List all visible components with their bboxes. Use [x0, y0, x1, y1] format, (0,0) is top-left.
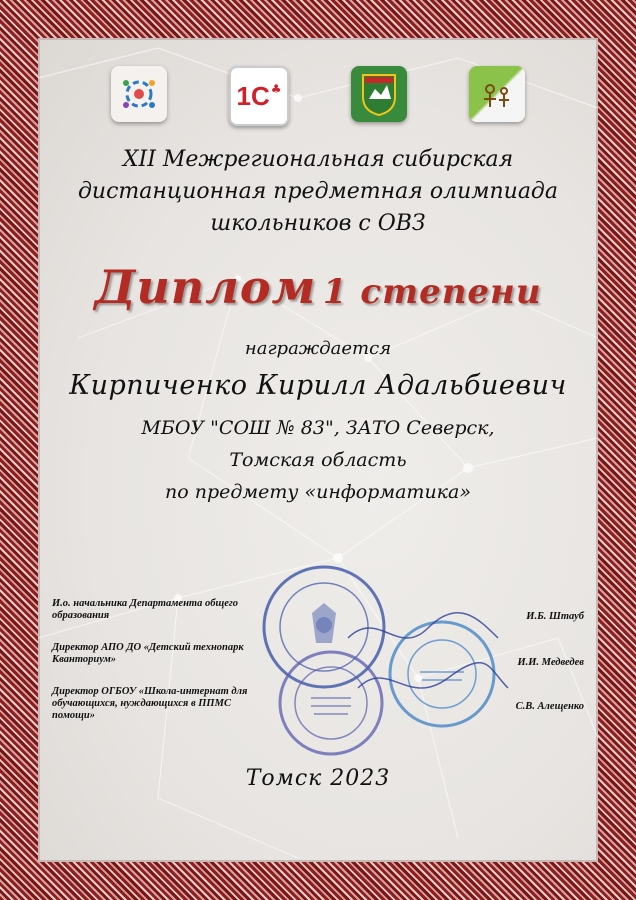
signer-name-2: И.И. Медведев [517, 657, 584, 668]
maple-leaf-icon: ♣ [270, 82, 282, 96]
family-people-logo-icon [469, 66, 525, 122]
olympiad-title: XII Межрегиональная сибирская дистанционная предметная олимпиада школьников с ОВЗ [77, 147, 558, 236]
olympiad-emblem-icon [111, 66, 167, 122]
subject-name: по предмету «информатика» [165, 481, 471, 503]
tomsk-region-coat-of-arms-icon [351, 66, 407, 122]
signer-position-1: И.о. начальника Департамента общего образования [52, 598, 238, 621]
certificate-sheet [38, 38, 598, 862]
awarded-label: награждается [244, 338, 392, 359]
diploma-heading: Диплом 1 степени [94, 260, 542, 314]
recipient-name: Кирпиченко Кирилл Адальбиевич [69, 370, 567, 401]
recipient-details [38, 412, 598, 508]
1c-logo-icon: 1С ♣ [229, 66, 289, 126]
signer-name-3: С.В. Алещенко [515, 701, 584, 712]
logos-row [38, 66, 598, 126]
region-name: Томская область [229, 449, 407, 471]
city-year: Томск 2023 [245, 766, 391, 791]
school-name: МБОУ "СОШ № 83", ЗАТО Северск, [141, 417, 495, 439]
signer-position-2: Директор АПО ДО «Детский технопарк Кванториум» [52, 642, 244, 665]
signer-position-3: Директор ОГБОУ «Школа-интернат для обучающихся, нуждающихся в ППМС помощи» [52, 686, 248, 721]
signer-name-1: И.Б. Штауб [526, 611, 584, 622]
